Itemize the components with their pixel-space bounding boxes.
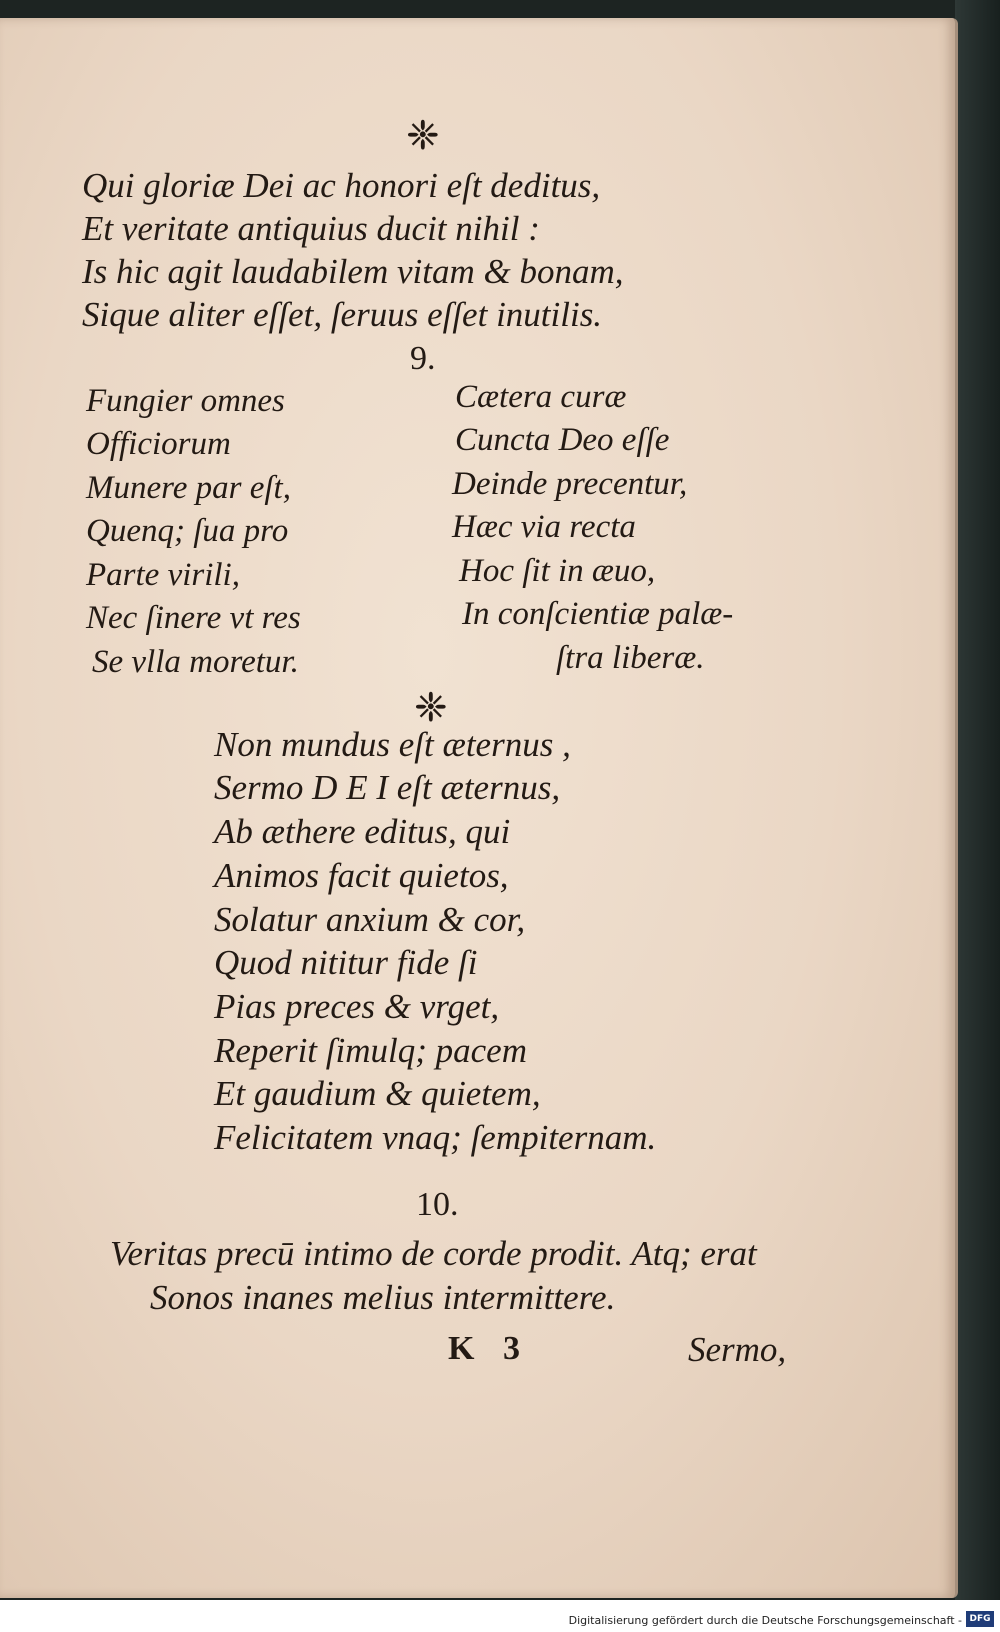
verse-line: Veritas precū intimo de corde prodit. Atq; erat	[110, 1234, 757, 1273]
verse-line: Solatur anxium & cor,	[214, 900, 526, 939]
verse-line: In conſcientiæ palæ-	[462, 596, 734, 632]
section-number-10: 10.	[416, 1186, 459, 1223]
verse-line: Munere par eſt,	[86, 470, 291, 506]
section-number-9: 9.	[410, 340, 436, 377]
verse-line: Nec ſinere vt res	[86, 600, 301, 636]
verse-line: Parte virili,	[86, 557, 240, 593]
verse-line: Fungier omnes	[86, 383, 285, 419]
verse-line: Animos facit quietos,	[214, 856, 509, 895]
book-binding-edge	[955, 0, 1000, 1610]
verse-line: Quod nititur fide ſi	[214, 943, 478, 982]
verse-line: Sonos inanes melius intermittere.	[150, 1278, 616, 1317]
verse-line: Ab æthere editus, qui	[214, 812, 511, 851]
verse-line: Sique aliter eſſet, ſeruus eſſet inutilis.	[82, 295, 603, 334]
verse-line: Qui gloriæ Dei ac honori eſt deditus,	[82, 166, 601, 205]
verse-line: Reperit ſimulq; pacem	[214, 1031, 527, 1070]
verse-line: Hoc ſit in æuo,	[459, 553, 656, 589]
verse-line: Felicitatem vnaq; ſempiternam.	[214, 1118, 657, 1157]
funding-credit: Digitalisierung gefördert durch die Deutsche Forschungsgemeinschaft -	[568, 1614, 962, 1627]
verse-line: Sermo D E I eſt æternus,	[214, 768, 561, 807]
verse-line: Pias preces & vrget,	[214, 987, 500, 1026]
verse-line: ſtra liberæ.	[556, 640, 705, 676]
verse-line: Non mundus eſt æternus ,	[214, 725, 571, 764]
verse-line: Cuncta Deo eſſe	[455, 422, 670, 458]
verse-line: Officiorum	[86, 426, 231, 462]
verse-line: Se vlla moretur.	[92, 644, 299, 680]
verse-line: Et gaudium & quietem,	[214, 1074, 541, 1113]
verse-line: Hæc via recta	[452, 509, 636, 545]
fleuron-ornament-top: ❈	[406, 113, 440, 159]
book-page	[0, 18, 958, 1598]
fleuron-ornament-middle: ❈	[414, 685, 448, 731]
catchword: Sermo,	[688, 1330, 787, 1369]
verse-line: Quenq; ſua pro	[86, 513, 289, 549]
verse-line: Cætera curæ	[455, 379, 627, 415]
dfg-logo: DFG	[966, 1611, 994, 1627]
verse-line: Is hic agit laudabilem vitam & bonam,	[82, 252, 624, 291]
verse-line: Deinde precentur,	[452, 466, 688, 502]
verse-line: Et veritate antiquius ducit nihil :	[82, 209, 540, 248]
signature-mark: K 3	[448, 1330, 520, 1367]
